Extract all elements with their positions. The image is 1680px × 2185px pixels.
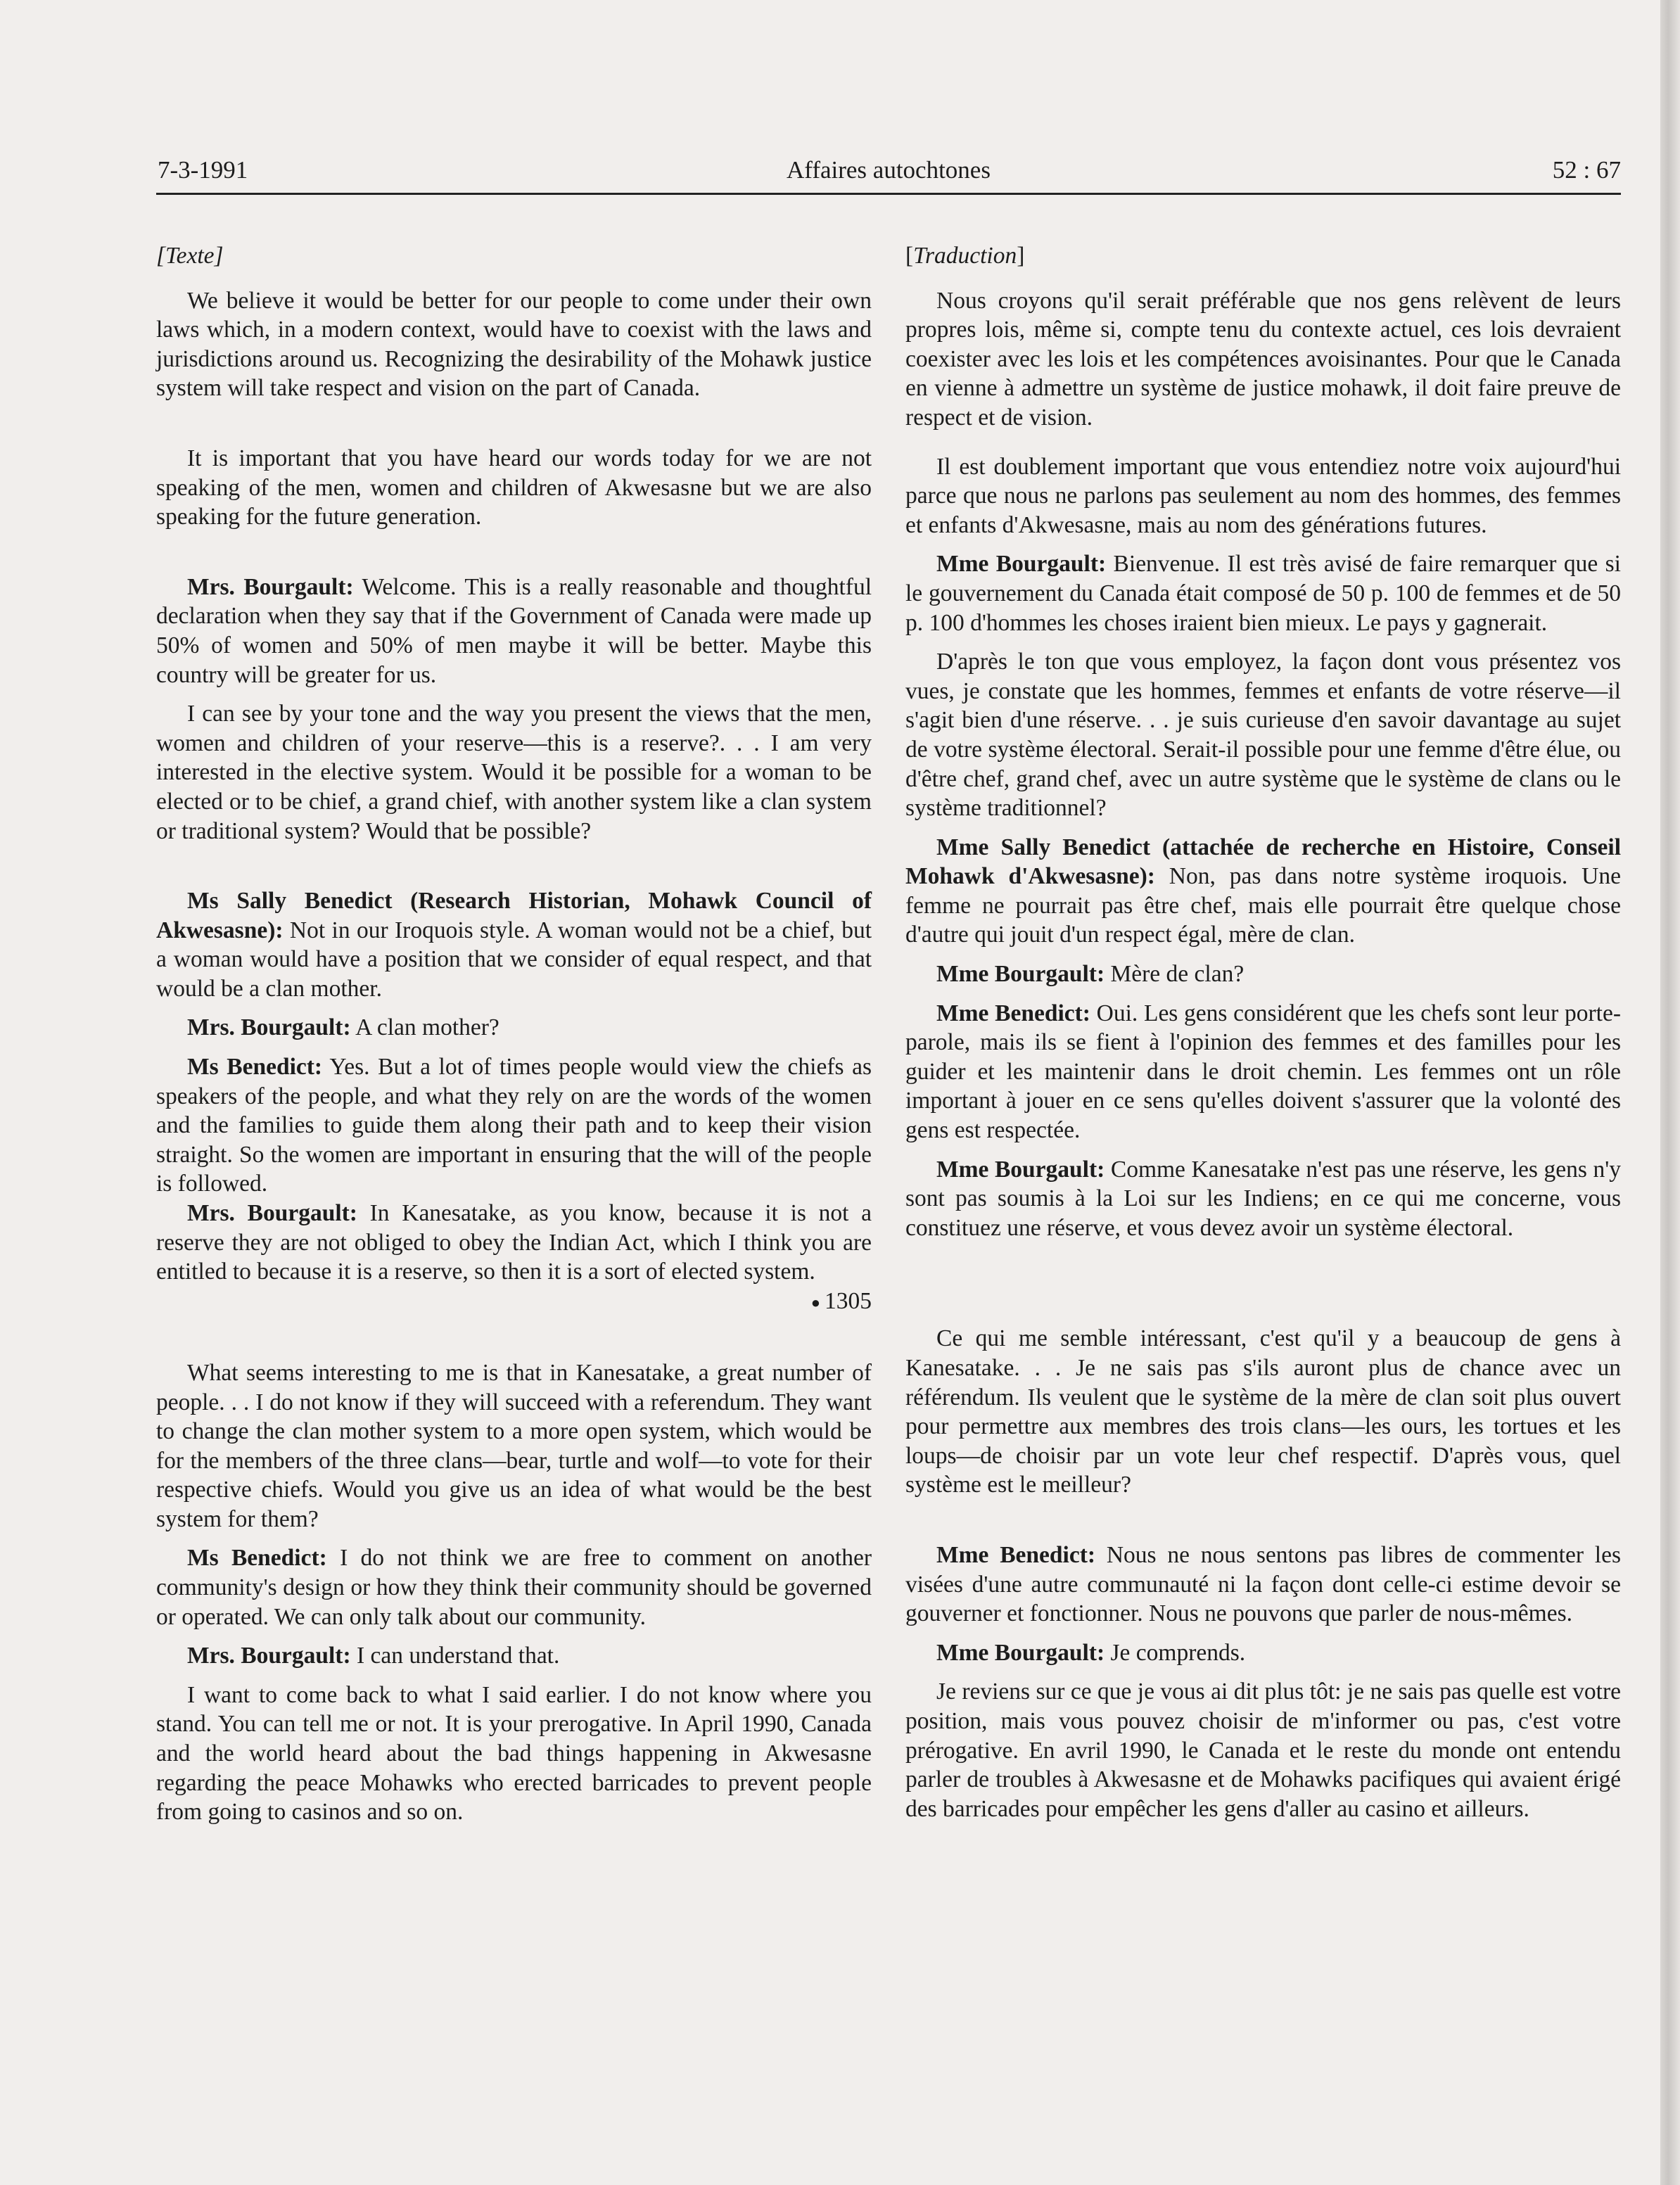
speech-paragraph: Mme Benedict: Nous ne nous sentons pas libres de commenter les visées d'une autre communauté ni la façon dont celle-ci estime devoir se gouverner et fonctionner. Nous ne pouvons que parler de nous-mêmes. <box>905 1541 1621 1627</box>
speech-paragraph: Mme Bourgault: Comme Kanesatake n'est pas une réserve, les gens n'y sont pas soumis à la Loi sur les Indiens; en ce qui me concerne, vous constituez une réserve, et vous devez avoir un système électoral. <box>905 1156 1621 1241</box>
paragraph: Je reviens sur ce que je vous ai dit plus tôt: je ne sais pas quelle est votre position, mais vous pouvez choisir de m'informer ou pas, c'est votre prérogative. En avril 1990, le Canada et le reste du monde ont entendu parler de troubles à Akwesasne et de Mohawks pacifiques qui avaient érigé des barricades pour empêcher les gens d'aller au casino et ailleurs. <box>905 1678 1621 1822</box>
speaker-name: Mme Benedict: <box>936 1541 1096 1568</box>
speech-paragraph: Mrs. Bourgault: I can understand that. <box>187 1643 560 1669</box>
page-header <box>156 156 1621 191</box>
header-page-number: 52 : 67 <box>1552 156 1621 184</box>
english-column <box>156 241 872 1827</box>
text-tag: [Texte] <box>156 243 224 269</box>
speaker-name: Mrs. Bourgault: <box>187 1643 351 1669</box>
paragraph: I want to come back to what I said earlier. I do not know where you stand. You can tell me or not. It is your prerogative. In April 1990, Canada and the world heard about the bad things happening in Akwesasne regarding the peace Mohawks who erected barricades to prevent people from going to casinos and so on. <box>156 1681 872 1826</box>
speaker-name: Mrs. Bourgault: <box>187 1014 351 1041</box>
paragraph: We believe it would be better for our people to come under their own laws which, in a modern context, would have to coexist with the laws and jurisdictions around us. Recognizing the desirability of the Mohawk justice system will take respect and vision on the part of Canada. <box>156 287 872 402</box>
speaker-name: Mme Sally Benedict (attachée de recherche en Histoire, Conseil Mohawk d'Akwesasne): <box>905 834 1621 890</box>
header-title: Affaires autochtones <box>787 156 991 184</box>
paragraph: What seems interesting to me is that in Kanesatake, a great number of people. . . I do not know if they will succeed with a referendum. They want to change the clan mother system to a more open system, which would be for the members of the three clans—bear, turtle and wolf—to vote for their respective chiefs. Would you give us an idea of what would be the best system for them? <box>156 1359 872 1532</box>
speech-paragraph: Mme Benedict: Oui. Les gens considérent que les chefs sont leur porte-parole, mais ils se fient à l'opinion des femmes et des familles pour les guider et les maintenir dans le droit chemin. Les femmes ont un rôle important à jouer en ce sens qu'elles doivent s'assurer que la volonté des gens est respectée. <box>905 1000 1621 1144</box>
paragraph: It is important that you have heard our words today for we are not speaking of the men, women and children of Akwesasne but we are also speaking for the future generation. <box>156 445 872 530</box>
paragraph: Ce qui me semble intéressant, c'est qu'il y a beaucoup de gens à Kanesatake. . . Je ne sais pas s'ils auront plus de chance avec un référendum. Ils veulent que le système de la mère de clan soit plus ouvert pour permettre aux membres des trois clans—les ours, les tortues et les loups—de choisir par un vote leur chef respectif. D'après vous, quel système est le meilleur? <box>905 1325 1621 1498</box>
header-date: 7-3-1991 <box>158 156 248 184</box>
speech-paragraph: Mme Bourgault: Mère de clan? <box>936 961 1245 988</box>
french-column <box>905 241 1621 1823</box>
speech-paragraph: Mme Bourgault: Bienvenue. Il est très avisé de faire remarquer que si le gouvernement du Canada était composé de 50 p. 100 de femmes et de 50 p. 100 d'hommes les choses iraient bien mieux. Le pays y gagnerait. <box>905 551 1621 636</box>
paragraph: I can see by your tone and the way you present the views that the men, women and children of your reserve—this is a reserve?. . . I am very interested in the elective system. Would it be possible for a woman to be elected or to be chief, a grand chief, with another system like a clan system or traditional system? Would that be possible? <box>156 701 872 844</box>
speech-paragraph: Mrs. Bourgault: Welcome. This is a really reasonable and thoughtful declaration when they say that if the Government of Canada were made up 50% of women and 50% of men maybe it will be better. Maybe this country will be greater for us. <box>156 573 872 688</box>
speaker-name: Mme Bourgault: <box>936 1639 1105 1666</box>
translation-tag: [Traduction] <box>905 243 1025 269</box>
speaker-name: Ms Benedict: <box>187 1054 323 1081</box>
speech-paragraph: Ms Benedict: Yes. But a lot of times people would view the chiefs as speakers of the people, and what they rely on are the words of the women and the families to guide them along their path and to keep their vision straight. So the women are important in ensuring that the will of the people is followed. <box>156 1054 872 1197</box>
speaker-name: Mme Bourgault: <box>936 1156 1105 1183</box>
speaker-name: Ms Benedict: <box>187 1545 327 1572</box>
speaker-name: Mme Bourgault: <box>936 961 1105 988</box>
speaker-name: Ms Sally Benedict (Research Historian, Mohawk Council of Akwesasne): <box>156 888 872 943</box>
paragraph: D'après le ton que vous employez, la façon dont vous présentez vos vues, je constate que les hommes, femmes et enfants de votre réserve—il s'agit bien d'une réserve. . . je suis curieuse d'en savoir davantage au sujet de votre système électoral. Serait-il possible pour une femme d'être élue, ou d'être chef, grand chef, avec un autre système que le système de clans ou le système traditionnel? <box>905 649 1621 822</box>
speaker-name: Mrs. Bourgault: <box>187 1200 357 1227</box>
speech-paragraph: Mrs. Bourgault: A clan mother? <box>187 1014 499 1041</box>
page-edge <box>1660 0 1680 2185</box>
paragraph: Nous croyons qu'il serait préférable que nos gens relèvent de leurs propres lois, même si, compte tenu du contexte actuel, ces lois devraient coexister avec les lois et les compétences avoisinantes. Pour que le Canada en vienne à admettre un système de justice mohawk, il doit faire preuve de respect et de vision. <box>905 287 1621 431</box>
speech-paragraph: Ms Benedict: I do not think we are free to comment on another community's design or how they think their community should be governed or operated. We can only talk about our community. <box>156 1545 872 1630</box>
speaker-name: Mme Bourgault: <box>936 551 1107 578</box>
speaker-name: Mrs. Bourgault: <box>187 573 354 600</box>
paragraph: Il est doublement important que vous entendiez notre voix aujourd'hui parce que nous ne parlons pas seulement au nom des hommes, des femmes et enfants d'Akwesasne, mais au nom des générations futures. <box>905 453 1621 538</box>
header-rule <box>156 193 1621 195</box>
speech-paragraph: Mme Bourgault: Je comprends. <box>936 1639 1246 1666</box>
speech-paragraph: Mrs. Bourgault: In Kanesatake, as you know, because it is not a reserve they are not obliged to obey the Indian Act, which I think you are entitled to because it is a reserve, so then it is a sort of elected system. <box>156 1200 872 1285</box>
speech-paragraph: Ms Sally Benedict (Research Historian, Mohawk Council of Akwesasne): Not in our Iroquois style. A woman would not be a chief, but a woman would have a position that we consider of equal respect, and that would be a clan mother. <box>156 888 872 1002</box>
speech-paragraph: Mme Sally Benedict (attachée de recherche en Histoire, Conseil Mohawk d'Akwesasne): Non, pas dans notre système iroquois. Une femme ne pourrait pas être chef, mais elle pourrait être quelque chose d'autre qui jouit d'un respect égal, mère de clan. <box>905 834 1621 948</box>
time-marker: ● 1305 <box>810 1287 872 1314</box>
speaker-name: Mme Benedict: <box>936 1000 1090 1026</box>
